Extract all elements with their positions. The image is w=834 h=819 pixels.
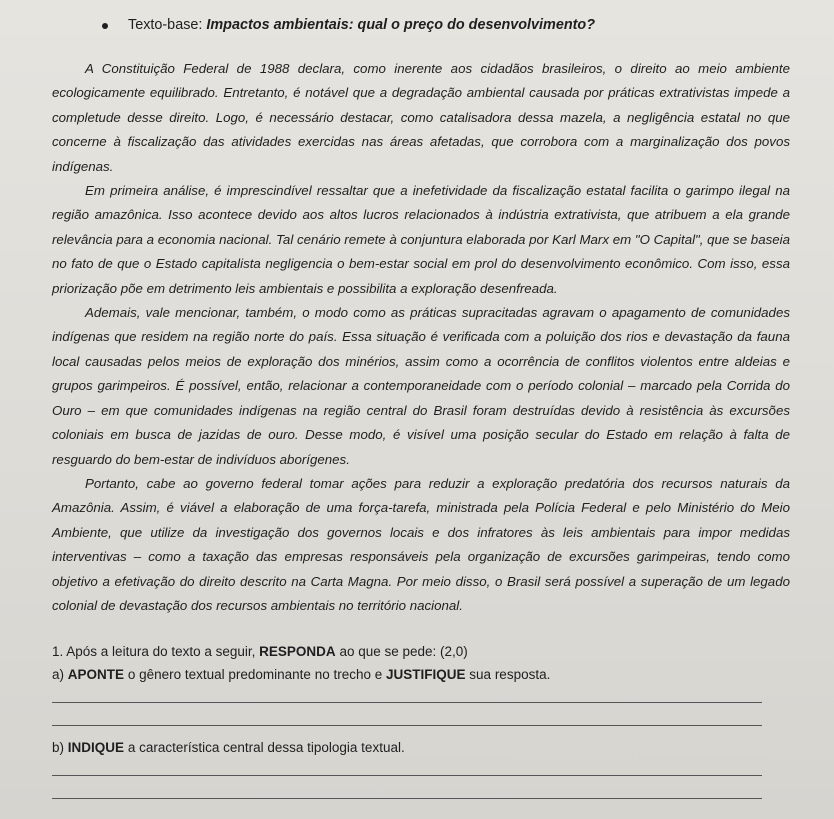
question-text-before: Após a leitura do texto a seguir, xyxy=(66,644,256,660)
question-keyword: RESPONDA xyxy=(259,644,336,660)
essay-body xyxy=(52,57,790,618)
answer-line-a-1[interactable] xyxy=(52,702,762,703)
item-a-label: a) xyxy=(52,667,65,683)
item-b xyxy=(52,740,790,755)
question-text-after: ao que se pede: (2,0) xyxy=(339,644,468,660)
item-b-label: b) xyxy=(52,740,65,756)
question-number: 1. xyxy=(52,644,64,660)
bullet-icon xyxy=(102,23,108,29)
answer-line-b-2[interactable] xyxy=(52,798,762,799)
item-b-end-text: a característica central dessa tipologia textual. xyxy=(127,740,405,756)
item-a-end-text: sua resposta. xyxy=(469,667,551,683)
answer-line-b-1[interactable] xyxy=(52,775,762,776)
essay-paragraph-4: Portanto, cabe ao governo federal tomar ações para reduzir a exploração predatória dos recursos naturais da Amazônia. Assim, é viável a elaboração de uma força-tarefa, ministrada pela Polícia Federal e pelo Ministério do Meio Ambiente, que utilize da investigação dos governos locais e dos infratores às leis ambientais para impor medidas interventivas – como a taxação das empresas responsáveis pela organização de excursões garimpeiras, tendo como objetivo a efetivação do direito descrito na Carta Magna. Por meio disso, o Brasil será possível a superação de um legado colonial de devastação dos recursos ambientais no território nacional. xyxy=(52,475,790,613)
question-1 xyxy=(52,644,790,659)
item-a xyxy=(52,667,790,682)
essay-paragraph-3: Ademais, vale mencionar, também, o modo como as práticas supracitadas agravam o apagamento de comunidades indígenas que residem na região norte do país. Essa situação é verificada com a poluição dos rios e devastação da fauna local causadas pelos meios de exploração dos minérios, assim como a ocorrência de conflitos violentos entre aldeias e grupos garimpeiros. É possível, então, relacionar a contemporaneidade com o período colonial – marcado pela Corrida do Ouro – em que comunidades indígenas na região central do Brasil foram destruídas devido à resistência às excursões coloniais em busca de jazidas de ouro. Desse modo, é visível uma posição secular do Estado em relação à falta de resguardo do bem-estar de indivíduos aborígenes. xyxy=(52,305,790,467)
item-a-keyword-2: JUSTIFIQUE xyxy=(386,667,466,683)
item-a-middle-text: o gênero textual predominante no trecho e xyxy=(127,667,383,683)
text-heading xyxy=(102,17,790,33)
essay-paragraph-1: A Constituição Federal de 1988 declara, como inerente aos cidadãos brasileiros, o direito ao meio ambiente ecologicamente equilibrado. Entretanto, é notável que a degradação ambiental causada por práticas extrativistas impede a completude desse direito. Logo, é necessário destacar, como catalisadora dessa mazela, a negligência estatal no que concerne à fiscalização das atividades exercidas nas áreas afetadas, que corrobora com a marginalização dos povos indígenas. xyxy=(52,61,790,174)
heading-text xyxy=(128,17,595,33)
item-a-keyword-1: APONTE xyxy=(67,667,125,683)
answer-line-a-2[interactable] xyxy=(52,725,762,726)
heading-title: Impactos ambientais: qual o preço do desenvolvimento? xyxy=(206,17,596,33)
item-b-keyword: INDIQUE xyxy=(67,740,125,756)
essay-paragraph-2: Em primeira análise, é imprescindível ressaltar que a inefetividade da fiscalização estatal facilita o garimpo ilegal na região amazônica. Isso acontece devido aos altos lucros relacionados à indústria extrativista, que atribuem a ela grande relevância para a economia nacional. Tal cenário remete à conjuntura elaborada por Karl Marx em "O Capital", que se baseia no fato de que o Estado capitalista negligencia o bem-estar social em prol do desenvolvimento econômico. Com isso, essa priorização põe em detrimento leis ambientais e possibilita a exploração desenfreada. xyxy=(52,183,790,296)
heading-prefix: Texto-base: xyxy=(128,17,203,33)
